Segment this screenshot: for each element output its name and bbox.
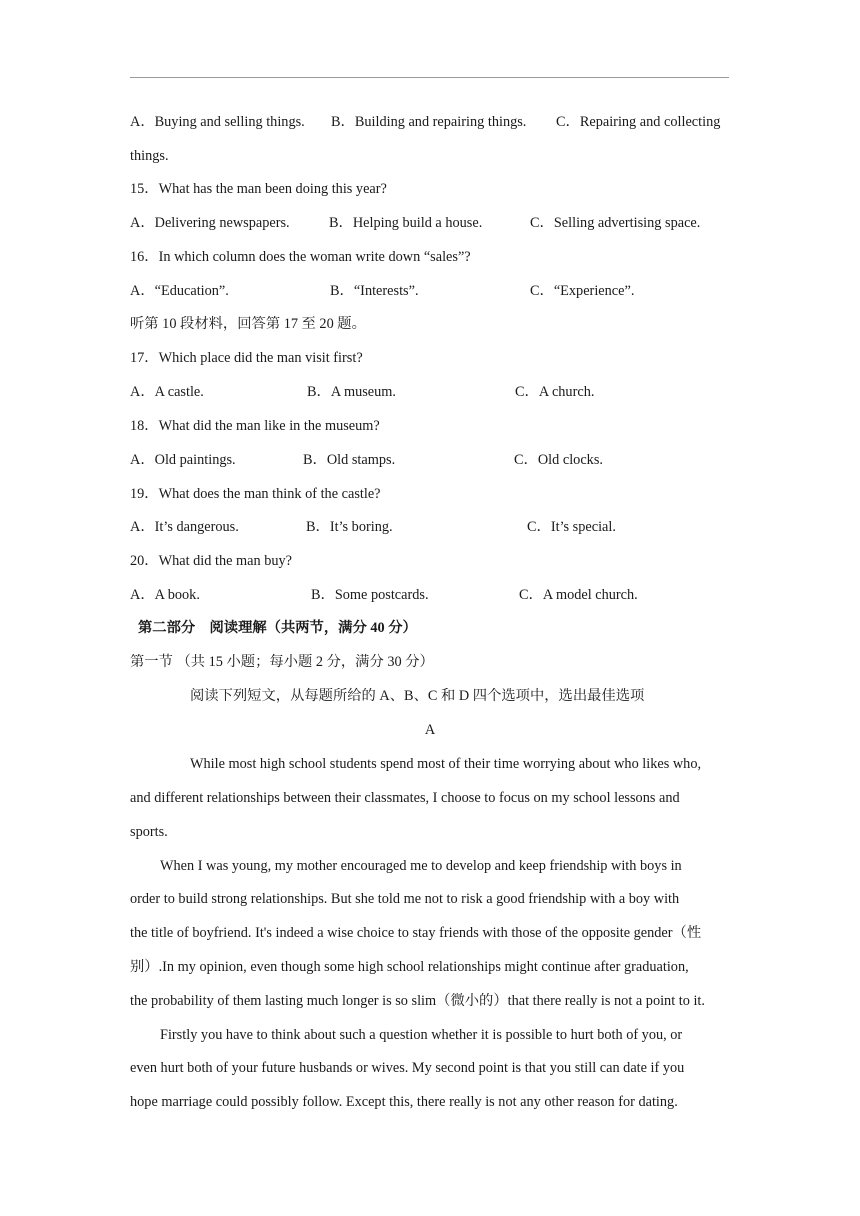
q17-option-c: C．A church. bbox=[515, 384, 595, 400]
q17-option-a: A．A castle. bbox=[130, 384, 204, 400]
question-19: 19．What does the man think of the castle? bbox=[130, 486, 381, 502]
q18-option-b: B．Old stamps. bbox=[303, 452, 396, 468]
header-rule bbox=[130, 77, 729, 78]
passage-line: even hurt both of your future husbands or wives. My second point is that you still can date if you bbox=[130, 1060, 685, 1076]
question-20: 20．What did the man buy? bbox=[130, 553, 292, 569]
q15-option-c: C．Selling advertising space. bbox=[530, 215, 701, 231]
q19-option-b: B．It’s boring. bbox=[306, 519, 393, 535]
q18-option-a: A．Old paintings. bbox=[130, 452, 236, 468]
question-16: 16．In which column does the woman write down “sales”? bbox=[130, 249, 471, 265]
passage-line: When I was young, my mother encouraged me to develop and keep friendship with boys in bbox=[160, 858, 682, 874]
q19-option-c: C．It’s special. bbox=[527, 519, 616, 535]
q16-option-a: A．“Education”. bbox=[130, 283, 229, 299]
q14-option-b: B．Building and repairing things. bbox=[331, 114, 527, 130]
passage-line: While most high school students spend most of their time worrying about who likes who, bbox=[190, 756, 702, 772]
passage-label: A bbox=[424, 722, 436, 738]
passage-line: 别）.In my opinion, even though some high school relationships might continue after graduation, bbox=[130, 959, 689, 975]
passage-line: the title of boyfriend. It's indeed a wise choice to stay friends with those of the opposite gender（性 bbox=[130, 925, 702, 941]
section-1-heading: 第一节 （共 15 小题；每小题 2 分，满分 30 分） bbox=[130, 654, 434, 670]
passage-line: order to build strong relationships. But she told me not to risk a good friendship with a boy with bbox=[130, 891, 680, 907]
question-18: 18．What did the man like in the museum? bbox=[130, 418, 380, 434]
question-15: 15．What has the man been doing this year? bbox=[130, 181, 387, 197]
q15-option-b: B．Helping build a house. bbox=[329, 215, 483, 231]
passage-line: the probability of them lasting much longer is so slim（微小的）that there really is not a point to it. bbox=[130, 993, 705, 1009]
passage-line: hope marriage could possibly follow. Except this, there really is not any other reason for dating. bbox=[130, 1094, 678, 1110]
section-10-instruction: 听第 10 段材料，回答第 17 至 20 题。 bbox=[130, 316, 366, 332]
q19-option-a: A．It’s dangerous. bbox=[130, 519, 239, 535]
question-17: 17．Which place did the man visit first? bbox=[130, 350, 363, 366]
q16-option-b: B．“Interests”. bbox=[330, 283, 419, 299]
q20-option-a: A．A book. bbox=[130, 587, 200, 603]
q14-option-c: C．Repairing and collecting bbox=[556, 114, 721, 130]
passage-line: and different relationships between their classmates, I choose to focus on my school lessons and bbox=[130, 790, 680, 806]
passage-line: Firstly you have to think about such a question whether it is possible to hurt both of you, or bbox=[160, 1027, 683, 1043]
part-2-heading: 第二部分 阅读理解（共两节，满分 40 分） bbox=[138, 620, 417, 636]
q15-option-a: A．Delivering newspapers. bbox=[130, 215, 290, 231]
passage-line: sports. bbox=[130, 824, 168, 840]
q14-option-a: A．Buying and selling things. bbox=[130, 114, 305, 130]
q18-option-c: C．Old clocks. bbox=[514, 452, 603, 468]
q17-option-b: B．A museum. bbox=[307, 384, 396, 400]
q16-option-c: C．“Experience”. bbox=[530, 283, 635, 299]
q14-option-c-continued: things. bbox=[130, 148, 169, 164]
q20-option-c: C．A model church. bbox=[519, 587, 638, 603]
reading-instruction: 阅读下列短文，从每题所给的 A、B、C 和 D 四个选项中，选出最佳选项 bbox=[190, 688, 645, 704]
q20-option-b: B．Some postcards. bbox=[311, 587, 429, 603]
